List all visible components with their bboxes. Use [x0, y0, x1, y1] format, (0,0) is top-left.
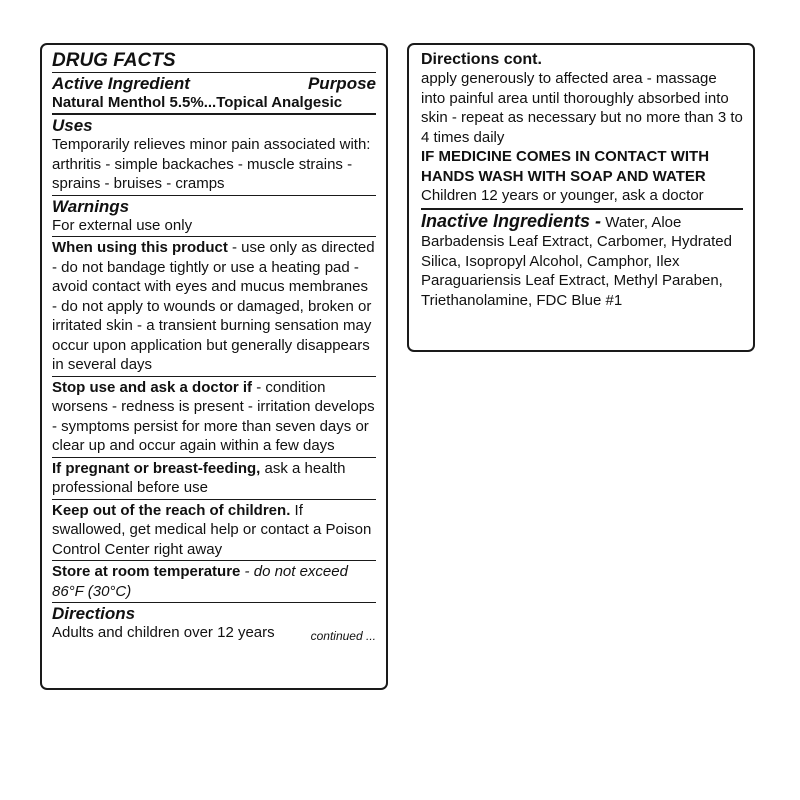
inactive-ingredients-text: Water, Aloe Barbadensis Leaf Extract, Carbomer, Hydrated Silica, Isopropyl Alcohol, Camphor, Ilex Paraguariensis Leaf Extract, Methyl Paraben, Triethanolamine, FDC Blue #1 — [421, 213, 732, 309]
active-ingredient-value: Natural Menthol 5.5% — [52, 94, 204, 111]
uses-section — [52, 115, 376, 196]
contact-warning: IF MEDICINE COMES IN CONTACT WITH HANDS WASH WITH SOAP AND WATER — [421, 148, 710, 185]
title-section — [52, 50, 376, 73]
when-using-text: - use only as directed - do not bandage tightly or use a heating pad - avoid contact with eyes and mucus membranes - do not apply to wounds or damaged, broken or irritated skin - a transient burning sensation may occur upon application but generally disappears in several days — [52, 239, 375, 373]
when-using-label: When using this product — [52, 239, 228, 256]
directions-section — [52, 603, 376, 644]
continued-note: continued ... — [310, 628, 376, 643]
inactive-ingredients-section — [421, 210, 743, 311]
directions-cont-section — [421, 50, 743, 210]
when-using-section — [52, 237, 376, 377]
uses-heading: Uses — [52, 116, 93, 135]
leader-dots: ... — [203, 94, 217, 111]
directions-row — [52, 623, 376, 643]
stop-use-label: Stop use and ask a doctor if — [52, 378, 253, 396]
keep-out-text: If swallowed, get medical help or contact a Poison Control Center right away — [52, 501, 372, 558]
purpose-value: Topical Analgesic — [216, 94, 343, 111]
stop-use-section — [52, 377, 376, 458]
store-label: Store at room temperature — [52, 563, 241, 580]
drug-facts-panel — [40, 43, 388, 690]
inactive-ingredients-label: Inactive Ingredients - — [421, 210, 602, 231]
directions-cont-text: apply generously to affected area - massage into painful area until thoroughly absorbed into skin - repeat as necessary but no more than 3 to 4 times daily — [421, 70, 743, 146]
store-section — [52, 561, 376, 603]
directions-heading: Directions — [52, 604, 136, 623]
children-text: Children 12 years or younger, ask a doctor — [421, 187, 704, 204]
directions-continued-panel — [407, 43, 755, 352]
active-ingredient-row — [52, 93, 376, 115]
pregnant-text: ask a health professional before use — [52, 459, 346, 496]
directions-text: Adults and children over 12 years — [52, 624, 275, 641]
warnings-text: For external use only — [52, 216, 193, 234]
active-ingredient-label: Active Ingredient — [52, 74, 190, 93]
uses-text: Temporarily relieves minor pain associated with: arthritis - simple backaches - muscle strains - sprains - bruises - cramps — [52, 136, 371, 192]
active-ingredient-header-row — [52, 73, 376, 93]
store-text: - do not exceed 86°F (30°C) — [52, 563, 348, 600]
keep-out-section — [52, 500, 376, 562]
directions-cont-heading: Directions cont. — [421, 51, 542, 68]
pregnant-label: If pregnant or breast-feeding, — [52, 459, 261, 477]
purpose-label: Purpose — [307, 74, 376, 93]
pregnant-section — [52, 458, 376, 500]
warnings-heading: Warnings — [52, 196, 130, 216]
warnings-section — [52, 196, 376, 238]
stop-use-text: - condition worsens - redness is present - irritation develops - symptoms persist for more than seven days or clear up and occur again within a few days — [52, 378, 375, 454]
keep-out-label: Keep out of the reach of children. — [52, 501, 291, 519]
drug-facts-title: DRUG FACTS — [52, 50, 176, 71]
